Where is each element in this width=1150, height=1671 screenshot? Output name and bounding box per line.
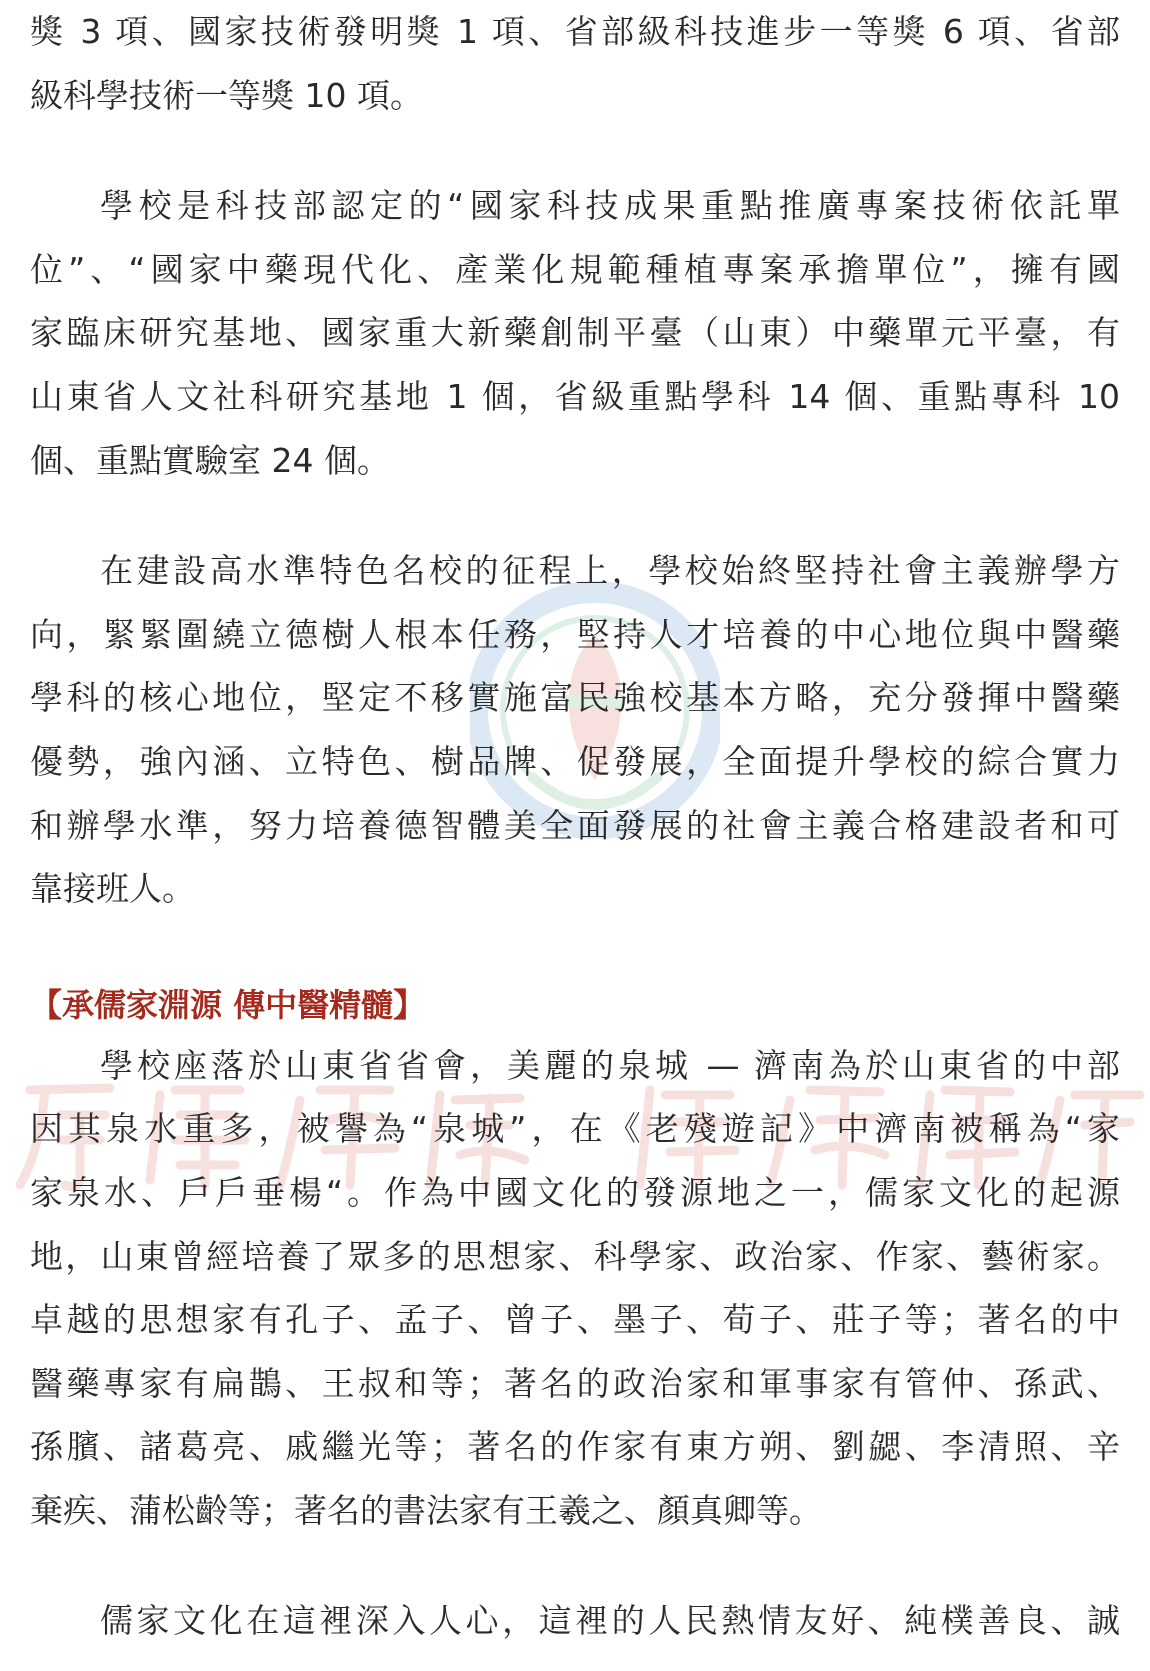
text-line: 家泉水、戶戶垂楊“。作為中國文化的發源地之一，儒家文化的起源 (30, 1172, 1120, 1212)
text-line: 獎 3 項、國家技術發明獎 1 項、省部級科技進步一等獎 6 項、省部 (30, 12, 1120, 51)
text-line: 級科學技術一等獎 10 項。 (30, 75, 423, 115)
paragraph-awards-end (30, 0, 1120, 127)
section-heading: 【承儒家淵源 傳中醫精髓】 (30, 985, 426, 1024)
paragraph-research-bases (30, 174, 1120, 492)
text-line: 棄疾、蒲松齡等；著名的書法家有王羲之、顏真卿等。 (30, 1490, 822, 1530)
text-line: 卓越的思想家有孔子、孟子、曾子、墨子、荀子、莊子等；著名的中 (30, 1300, 1120, 1340)
text-line: 位”、“國家中藥現代化、產業化規範種植專案承擔單位”，擁有國 (30, 249, 1120, 289)
text-line: 山東省人文社科研究基地 1 個，省級重點學科 14 個、重點專科 10 (30, 376, 1120, 416)
text-line: 地，山東曾經培養了眾多的思想家、科學家、政治家、作家、藝術家。 (30, 1236, 1120, 1276)
paragraph-shandong-culture (30, 1034, 1120, 1543)
text-line: 向，緊緊圍繞立德樹人根本任務，堅持人才培養的中心地位與中醫藥 (30, 614, 1120, 654)
text-line: 孫臏、諸葛亮、戚繼光等；著名的作家有東方朔、劉勰、李清照、辛 (30, 1427, 1120, 1467)
text-line: 在建設高水準特色名校的征程上，學校始終堅持社會主義辦學方 (100, 551, 1120, 591)
text-line: 個、重點實驗室 24 個。 (30, 440, 390, 480)
text-line: 醫藥專家有扁鵲、王叔和等；著名的政治家和軍事家有管仲、孫武、 (30, 1363, 1120, 1403)
text-line: 和辦學水準，努力培養德智體美全面發展的社會主義合格建設者和可 (30, 805, 1120, 845)
text-line: 學科的核心地位，堅定不移實施富民強校基本方略，充分發揮中醫藥 (30, 678, 1120, 718)
paragraph-gap (30, 127, 1120, 174)
text-line: 學校座落於山東省省會，美麗的泉城 — 濟南為於山東省的中部 (100, 1045, 1120, 1085)
text-line: 儒家文化在這裡深入人心，這裡的人民熱情友好、純樸善良、誠 (100, 1601, 1120, 1641)
text-line: 靠接班人。 (30, 869, 195, 909)
text-line: 家臨床研究基地、國家重大新藥創制平臺（山東）中藥單元平臺，有 (30, 313, 1120, 353)
document-body (30, 0, 1120, 1653)
text-line: 因其泉水重多，被譽為“泉城”，在《老殘遊記》中濟南被稱為“家 (30, 1109, 1120, 1149)
paragraph-school-mission (30, 539, 1120, 921)
paragraph-confucian-culture (30, 1589, 1120, 1653)
paragraph-gap (30, 921, 1120, 968)
paragraph-gap (30, 1542, 1120, 1589)
text-line: 學校是科技部認定的“國家科技成果重點推廣專案技術依託單 (100, 186, 1120, 226)
text-line: 優勢，強內涵、立特色、樹品牌、促發展，全面提升學校的綜合實力 (30, 741, 1120, 781)
paragraph-gap (30, 492, 1120, 539)
